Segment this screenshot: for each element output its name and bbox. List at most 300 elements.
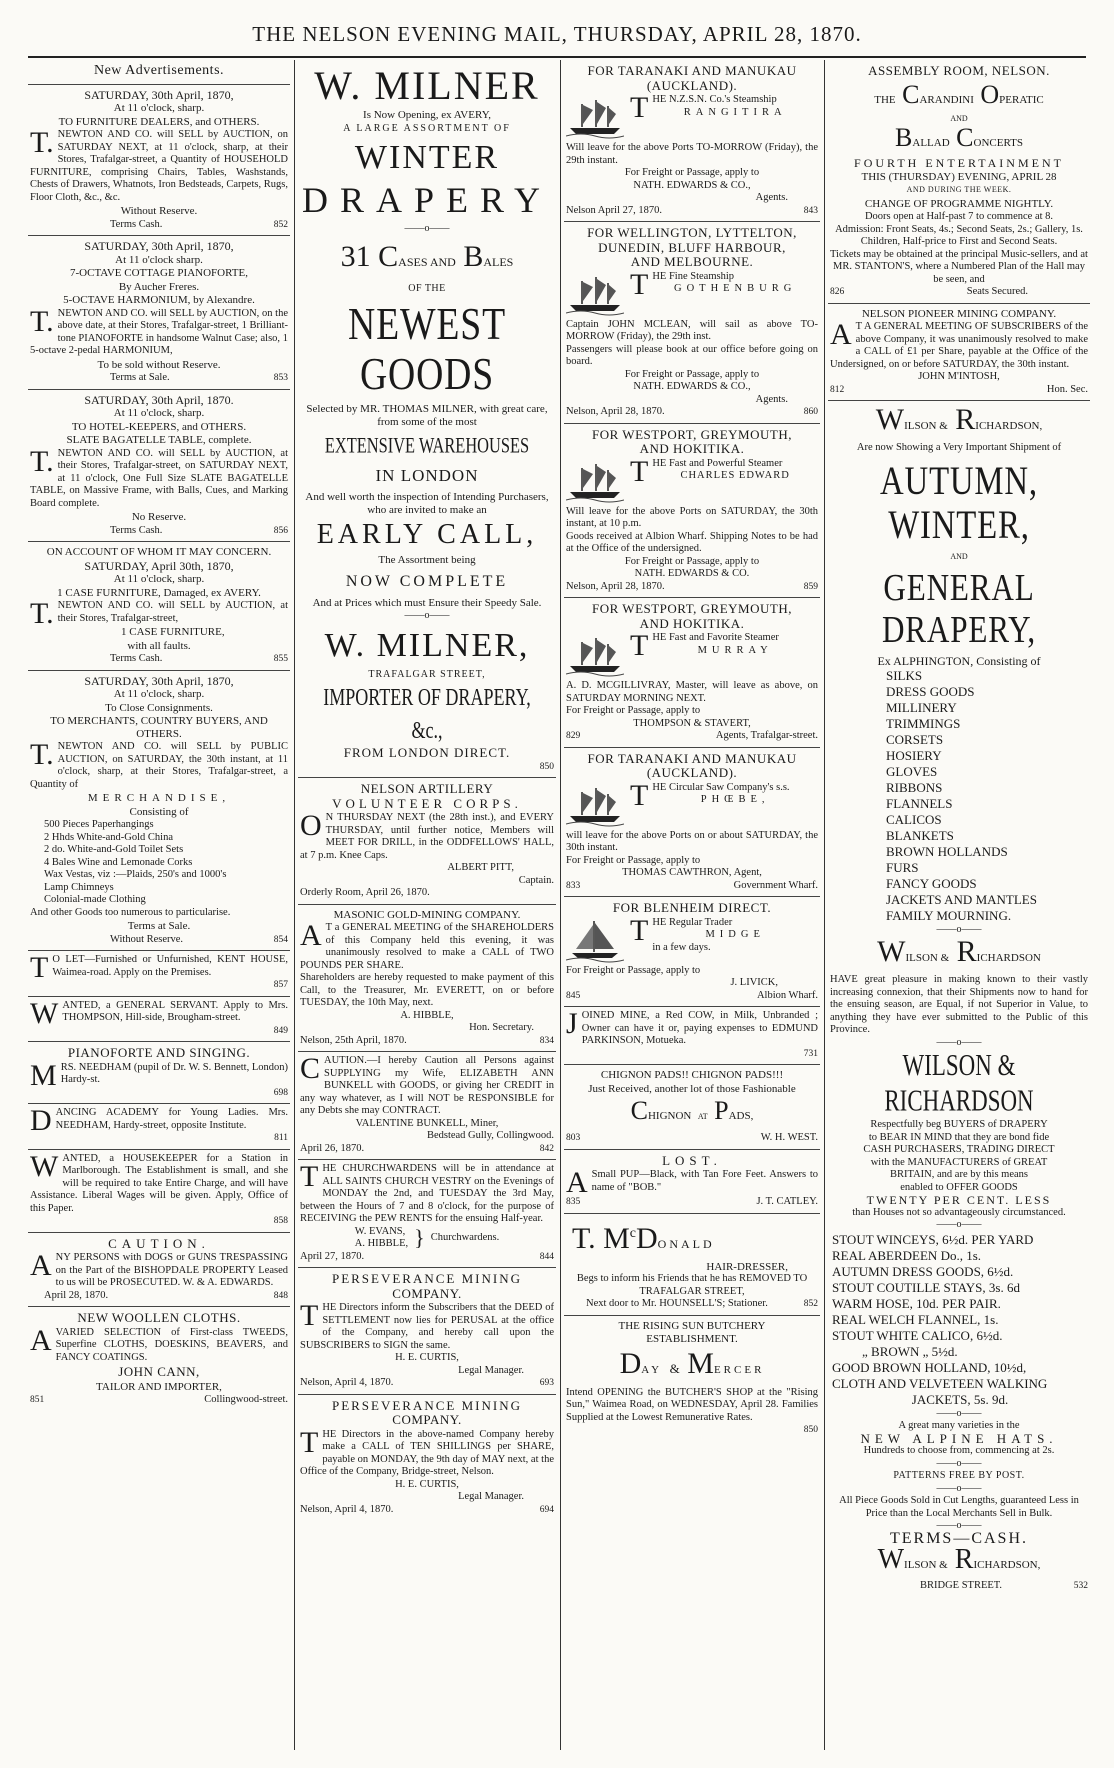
ad-title: NEWEST GOODS	[348, 298, 506, 399]
to-let-ad	[28, 951, 290, 997]
ad-number: 829	[566, 731, 581, 741]
ad-line: Seats Secured.	[966, 286, 1028, 297]
price-item: JACKETS, 5s. 9d.	[911, 1391, 1009, 1407]
ad-line: HE Regular Trader	[652, 916, 733, 928]
ad-line: HE Fine Steamship	[652, 270, 734, 282]
column-2	[298, 60, 556, 1750]
ad-line: For Freight or Passage, apply to	[566, 964, 701, 976]
ad-signature: A. HIBBLE,	[400, 1009, 454, 1021]
ad-signature: H. E. CURTIS,	[395, 1478, 459, 1490]
ad-body: NEWTON AND CO. will SELL by AUCTION, at their Stores, Trafalgar-street,	[57, 600, 288, 624]
ad-number: 731	[803, 1048, 818, 1059]
ad-body: ANCING ACADEMY for Young Ladies. Mrs. NEEDHAM, Hardy-street, opposite Institute.	[55, 1107, 288, 1131]
list-item: HOSIERY	[886, 747, 942, 763]
masthead: THE NELSON EVENING MAIL, THURSDAY, APRIL 28, 1870.	[252, 22, 862, 46]
drop-cap: T	[630, 267, 649, 301]
ad-number: 698	[273, 1087, 288, 1098]
ad-number: 532	[1073, 1581, 1088, 1591]
ad-item: SLATE BAGATELLE TABLE, complete.	[66, 434, 252, 446]
ad-line: Ex ALPHINGTON, Consisting of	[877, 654, 1041, 668]
ad-title: IN LONDON	[375, 466, 479, 485]
milner-drapery-ad	[298, 60, 556, 778]
ad-line: HE Circular Saw Company's s.s.	[652, 781, 790, 793]
ad-heading: AND MELBOURNE.	[630, 254, 754, 269]
ad-number: 811	[274, 1133, 288, 1143]
goods-list	[830, 668, 1088, 924]
ad-line: For Freight or Passage, apply to	[624, 555, 760, 567]
price-item: REAL ABERDEEN Do., 1s.	[832, 1247, 982, 1263]
ad-reserve: To be sold without Reserve.	[97, 358, 221, 371]
list-item: FLANNELS	[886, 795, 953, 811]
ad-item: with all faults.	[127, 639, 191, 652]
ad-title: EARLY CALL,	[316, 519, 538, 550]
drop-cap: A	[30, 1323, 52, 1357]
ad-line: HE N.Z.S.N. Co.'s Steamship	[652, 94, 777, 105]
ad-letter: M	[687, 1346, 714, 1380]
drop-cap: C	[300, 1052, 321, 1085]
price-item: CLOTH AND VELVETEEN WALKING	[832, 1375, 1048, 1391]
ad-line: HE Fast and Favorite Steamer	[652, 632, 779, 643]
ad-letter: C	[956, 123, 974, 152]
list-item: MILLINERY	[886, 699, 957, 715]
ad-body: Passengers will please book at our office before going on board.	[566, 343, 818, 367]
ad-signature: A. HIBBLE,	[354, 1238, 409, 1249]
auction-ad-pianoforte	[28, 236, 290, 390]
list-item: 500 Pieces Paperhangings	[44, 819, 154, 830]
ad-body: All Piece Goods Sold in Cut Lengths, guaranteed Less in Price than the Local Merchants Sell in Bulk.	[839, 1495, 1079, 1519]
ad-body: N THURSDAY NEXT (the 28th inst.), and EVERY THURSDAY, until further notice, Members will MEET FOR DRILL, in the ODDFELLOWS' HALL, at 7 p.m. Knee Caps.	[300, 812, 554, 861]
ad-line: ASES AND	[398, 254, 456, 269]
drop-cap: M	[30, 1058, 57, 1092]
ad-date: April 28, 1870.	[44, 1289, 109, 1301]
new-advertisements-heading: New Advertisements.	[93, 63, 225, 78]
ad-body: Captain JOHN MCLEAN, will sail as above TO-MORROW (Friday), the 29th inst.	[566, 318, 818, 342]
ad-body: NEWTON AND CO. will SELL by AUCTION, on SATURDAY NEXT, at 11 o'clock, sharp, at their Stores, Trafalgar-street, a Quantity of HOUSEHOLD FURNITURE, comprising Chairs, Tables, Washstands, Chests of Drawers, Whatnots, Iron Bedsteads, Carpets, Rugs, Floor Cloth, &c., &c.	[30, 129, 288, 203]
ad-line: AND DURING THE WEEK.	[906, 185, 1012, 194]
ad-subheading: To Close Consignments.	[105, 701, 213, 714]
ad-number: 812	[830, 384, 845, 395]
ad-line: For Freight or Passage, apply to	[566, 854, 701, 866]
ad-heading: FOR TARANAKI AND MANUKAU	[587, 750, 797, 766]
shipping-ad-murray	[564, 598, 820, 748]
ad-number: 852	[273, 219, 288, 230]
ad-title: Captain.	[518, 874, 554, 886]
ad-line: HE Fast and Powerful Steamer	[652, 457, 783, 469]
ad-date: Orderly Room, April 26, 1870.	[300, 887, 430, 898]
ad-body: NY PERSONS with DOGS or GUNS TRESPASSING on the Part of the BISHOPDALE PROPERTY Leased to us will be PROSECUTED. W. & A. EDWARDS.	[55, 1252, 288, 1288]
ad-line: For Freight or Passage, apply to	[624, 368, 760, 380]
ad-number: 850	[539, 761, 554, 772]
ad-line: ILSON &	[904, 1559, 948, 1571]
ad-letter: O	[980, 79, 1000, 109]
ornament-divider: ——o——	[936, 1407, 982, 1419]
drop-cap: T	[300, 1299, 319, 1332]
sailing-ship-icon	[566, 919, 624, 963]
ad-terms: Terms Cash.	[110, 524, 163, 536]
ad-time: At 11 o'clock, sharp.	[113, 688, 205, 700]
ad-line: A great many varieties in the	[898, 1420, 1020, 1431]
ad-number: 859	[803, 581, 818, 592]
price-item: WARM HOSE, 10d. PER PAIR.	[832, 1295, 1001, 1311]
pianoforte-singing-ad	[28, 1042, 290, 1104]
ad-signature: JOHN CANN,	[118, 1364, 200, 1379]
shipping-ad-phoebe	[564, 748, 820, 898]
list-item: FANCY GOODS	[886, 875, 977, 891]
ad-body: NEWTON AND CO. will SELL by PUBLIC AUCTION, on SATURDAY, the 30th instant, at 11 o'clock, sharp, at their Stores, Trafalgar-street, a Quantity of	[30, 741, 288, 790]
ad-date: SATURDAY, 30th April, 1870,	[84, 87, 234, 102]
ad-title: Churchwardens.	[430, 1231, 500, 1243]
drop-cap: T	[630, 454, 649, 488]
ad-line: TWENTY PER CENT. LESS	[866, 1193, 1052, 1207]
ad-line: For Freight or Passage, apply to	[566, 705, 701, 716]
ad-body: O LET—Furnished or Unfurnished, KENT HOUSE, Waimea-road. Apply on the Premises.	[52, 954, 288, 978]
ad-signature: THOMAS CAWTHRON, Agent,	[622, 867, 762, 878]
ad-line: Are now Showing a Very Important Shipment of	[856, 442, 1062, 453]
ad-line: CHANGE OF PROGRAMME NIGHTLY.	[864, 197, 1054, 210]
wilson-richardson-shipment-ad	[828, 401, 1090, 1597]
ad-date: SATURDAY, April 30th, 1870,	[84, 558, 234, 573]
ad-line: THE	[874, 93, 896, 106]
list-item: 2 do. White-and-Gold Toilet Sets	[44, 844, 184, 855]
drop-cap: W	[30, 996, 59, 1030]
ad-title: Government Wharf.	[733, 879, 818, 891]
drop-cap: T.	[30, 738, 54, 771]
shipping-ad-midge	[564, 897, 820, 1007]
ad-body: Begs to inform his Friends that he has REMOVED TO TRAFALGAR STREET,	[576, 1273, 808, 1297]
ad-heading: FOR WELLINGTON, LYTTELTON,	[587, 225, 797, 240]
price-item: STOUT WINCEYS, 6½d. PER YARD	[832, 1231, 1034, 1247]
ad-letter: C	[378, 239, 399, 273]
drop-cap: T	[300, 1160, 319, 1193]
ad-body: And other Goods too numerous to particularise.	[30, 906, 231, 918]
ad-line: ICHARDSON,	[975, 420, 1043, 432]
ad-signature: W. H. WEST.	[760, 1132, 818, 1143]
steamship-icon	[566, 784, 624, 828]
ad-heading: DUNEDIN, BLUFF HARBOUR,	[598, 239, 786, 255]
ad-line: ADS,	[728, 1110, 754, 1122]
price-item: REAL WELCH FLANNEL, 1s.	[832, 1311, 999, 1327]
ad-body: RS. NEEDHAM (pupil of Dr. W. S. Bennett, London) Hardy-st.	[60, 1061, 288, 1085]
drop-cap: T.	[30, 126, 54, 159]
ad-line: PATTERNS FREE BY POST.	[893, 1470, 1025, 1481]
ship-name: RANGITIRA	[683, 106, 787, 118]
ad-line: ONALD	[657, 1236, 715, 1251]
ad-date: Nelson, April 4, 1870.	[300, 1377, 394, 1388]
ad-signature: VALENTINE BUNKELL, Miner,	[355, 1117, 499, 1129]
steamship-icon	[566, 460, 624, 504]
list-item: FURS	[886, 859, 919, 875]
ad-letter: D	[619, 1346, 642, 1380]
ad-title: W. MILNER,	[324, 626, 530, 664]
ad-title: Legal Manager.	[458, 1491, 524, 1502]
steamship-icon	[566, 273, 624, 317]
ad-signature: J. T. CATLEY.	[756, 1196, 818, 1207]
price-item: STOUT WHITE CALICO, 6½d.	[832, 1327, 1003, 1343]
column-3	[564, 60, 820, 1750]
ad-number: 835	[566, 1197, 581, 1207]
ad-body: Small PUP—Black, with Tan Fore Feet. Answers to name of "BOB."	[591, 1169, 818, 1193]
column-1	[28, 60, 290, 1750]
ad-date: Nelson, April 28, 1870.	[566, 406, 665, 417]
ad-audience: TO MERCHANTS, COUNTRY BUYERS, AND OTHERS.	[50, 715, 268, 740]
ad-line: BRITAIN, and are by this means	[890, 1169, 1028, 1180]
ad-letter: D	[636, 1221, 658, 1255]
ad-letter: B	[463, 239, 484, 273]
ad-line: And at Prices which must Ensure their Speedy Sale.	[312, 596, 542, 609]
ad-number: 853	[273, 373, 288, 383]
ad-date: April 27, 1870.	[300, 1250, 365, 1262]
ad-heading: VOLUNTEER CORPS.	[332, 795, 522, 811]
ad-line: than Houses not so advantageously circumstanced.	[852, 1206, 1066, 1218]
ad-signature: THOMPSON & STAVERT,	[633, 717, 751, 729]
ad-title: NOW COMPLETE	[345, 572, 509, 590]
ad-body: in a few days.	[652, 941, 711, 953]
ad-title: TAILOR AND IMPORTER,	[96, 1380, 222, 1393]
ad-body: Intend OPENING the BUTCHER'S SHOP at the "Rising Sun," Waimea Road, on WEDNESDAY, April 28. Families Supplied at the Lowest Remunerative Rates.	[566, 1386, 818, 1423]
ad-item: 5-OCTAVE HARMONIUM, by Alexandre.	[63, 294, 255, 306]
ornament-divider: ——o——	[936, 1520, 982, 1531]
ad-item: 1 CASE FURNITURE, Damaged, ex AVERY.	[57, 586, 261, 599]
ship-name: CHARLES EDWARD	[680, 470, 790, 481]
drop-cap: T.	[30, 444, 54, 478]
ad-body: A. D. MCGILLIVRAY, Master, will leave as above, on SATURDAY MORNING NEXT.	[566, 680, 818, 704]
ad-item: MERCHANDISE,	[87, 792, 231, 804]
ad-line: HAIR-DRESSER,	[706, 1260, 788, 1273]
ad-number: 694	[539, 1504, 554, 1515]
ad-title: Legal Manager.	[458, 1364, 524, 1376]
ad-line: AND	[950, 113, 968, 123]
ad-letter: R	[955, 403, 976, 436]
ornament-divider: ——o——	[936, 1036, 982, 1048]
ad-body: ANTED, a HOUSEKEEPER for a Station in Marlborough. The Establishment is small, and she will be required to take Entire Charge, and will have Assistance. Liberal Wages will be given. Apply, Office of this Paper.	[30, 1152, 288, 1214]
shipping-ad-gothenburg	[564, 222, 820, 424]
auction-ad-furniture	[28, 85, 290, 237]
ad-title: Hon. Sec.	[1046, 383, 1088, 395]
ad-line: Respectfully beg BUYERS of DRAPERY	[870, 1119, 1048, 1130]
ad-number: 848	[273, 1290, 288, 1301]
ad-number: 833	[566, 880, 581, 891]
ad-number: 842	[539, 1143, 554, 1154]
drop-cap: D	[30, 1104, 52, 1137]
wanted-servant-ad	[28, 997, 290, 1043]
ad-line: Selected by MR. THOMAS MILNER, with great care, from some of the most	[306, 403, 548, 428]
ad-letter: W	[877, 935, 906, 968]
auction-ad-merchandise	[28, 671, 290, 952]
ad-title: Agents, Trafalgar-street.	[715, 730, 818, 741]
perseverance-call-ad	[298, 1395, 556, 1521]
ad-heading: FOR TARANAKI AND MANUKAU	[587, 63, 797, 78]
steamship-icon	[566, 634, 624, 678]
ad-audience: TO HOTEL-KEEPERS, and OTHERS.	[71, 420, 247, 433]
ad-heading: NELSON PIONEER MINING COMPANY.	[861, 307, 1057, 320]
ad-signature: NATH. EDWARDS & CO.	[634, 568, 750, 579]
ad-signature: NATH. EDWARDS & CO.,	[633, 381, 751, 392]
ad-letter: W	[877, 1544, 905, 1575]
ad-heading: CAUTION.	[108, 1235, 210, 1251]
drop-cap: T	[300, 1425, 319, 1459]
ad-body: T A GENERAL MEETING OF SUBSCRIBERS of the above Company, it was unanimously resolved to make a CALL of £1 per Share, payable at the Office of the Undersigned, on or before SATURDAY, the 30th instant.	[830, 321, 1088, 370]
ad-signature: J. LIVICK,	[730, 977, 778, 988]
ad-body: OINED MINE, a Red COW, in Milk, Unbranded ; Owner can have it or, paying expenses to EDMUND PARKINSON, Motueka.	[581, 1010, 818, 1046]
drop-cap: T.	[30, 304, 54, 338]
ad-letter: R	[956, 935, 977, 968]
drop-cap: O	[300, 809, 322, 842]
ad-heading: THE RISING SUN BUTCHERY	[618, 1319, 766, 1332]
ad-heading: CHIGNON PADS!! CHIGNON PADS!!!	[600, 1069, 784, 1081]
ad-title: NEW ALPINE HATS.	[860, 1430, 1058, 1446]
drop-cap: A	[830, 318, 852, 351]
assembly-room-ad	[828, 60, 1090, 304]
ornament-divider: ——o——	[404, 610, 450, 621]
ad-letter: W	[875, 403, 905, 436]
dancing-academy-ad	[28, 1104, 290, 1150]
ad-line: TRAFALGAR STREET,	[368, 668, 486, 680]
ad-number: 844	[539, 1251, 554, 1262]
ad-date: April 26, 1870.	[300, 1142, 365, 1154]
ad-letter: C	[902, 79, 920, 109]
list-item: TRIMMINGS	[886, 715, 961, 731]
ad-body: AUTION.—I hereby Caution all Persons against SUPPLYING my Wife, ELIZABETH ANN BUNKELL with GOODS, or giving her CREDIT in any way whatever, as I will NOT be RESPONSIBLE for any Debts she may CONTRACT.	[300, 1055, 554, 1116]
ad-heading: FOR WESTPORT, GREYMOUTH,	[592, 601, 792, 616]
column-divider	[294, 60, 295, 1750]
ad-number: 856	[273, 525, 288, 536]
ad-title: DRAPERY	[301, 180, 553, 220]
list-item: JACKETS AND MANTLES	[886, 891, 1037, 907]
ad-line: AT	[697, 1112, 708, 1121]
ad-heading: ASSEMBLY ROOM, NELSON.	[868, 63, 1050, 78]
ad-line: And well worth the inspection of Intending Purchasers, who are invited to make an	[305, 491, 549, 516]
ad-line: PERATIC	[999, 93, 1044, 106]
ornament-divider: ——o——	[936, 1219, 982, 1230]
ad-line: FROM LONDON DIRECT.	[343, 745, 511, 760]
ad-body: HE Directors in the above-named Company hereby make a CALL of TEN SHILLINGS per SHARE, payable on MONDAY, the 9th day of MAY next, at the Office of the Company, Bridge-street, Nelson.	[300, 1428, 554, 1477]
ad-address: Collingwood-street.	[204, 1394, 288, 1405]
list-item: 4 Bales Wine and Lemonade Corks	[44, 856, 193, 868]
price-item: „ BROWN „ 5½d.	[862, 1343, 958, 1359]
ad-title: EXTENSIVE WAREHOUSES	[324, 433, 530, 459]
ad-body: Just Received, another lot of those Fashionable	[588, 1082, 796, 1095]
ad-address: Bedstead Gully, Collingwood.	[426, 1130, 554, 1141]
ad-letter: c	[629, 1225, 636, 1241]
ad-body: Will leave for the above Ports on SATURDAY, the 30th instant, at 10 p.m.	[566, 505, 818, 529]
ship-name: GOTHENBURG	[673, 283, 797, 294]
ad-line: with the MANUFACTURERS of GREAT	[870, 1156, 1048, 1168]
ad-terms: Terms at Sale.	[110, 372, 170, 383]
mcdonald-hairdresser-ad	[564, 1214, 820, 1316]
ad-time: At 11 o'clock, sharp.	[113, 573, 205, 585]
ad-title: WILSON & RICHARDSON	[884, 1048, 1034, 1119]
ad-terms: Terms Cash.	[110, 653, 163, 664]
ad-number: 850	[803, 1425, 818, 1435]
list-item: SILKS	[886, 667, 923, 683]
ad-signature: JOHN M'INTOSH,	[918, 371, 1000, 382]
ad-body: ANTED, a GENERAL SERVANT. Apply to Mrs. THOMPSON, Hill-side, Brougham-street.	[62, 999, 288, 1023]
column-4	[828, 60, 1090, 1750]
ad-number: 854	[273, 934, 288, 945]
list-item: RIBBONS	[886, 779, 943, 795]
ad-letter: C	[630, 1096, 648, 1125]
ad-line: ICHARDSON,	[973, 1559, 1041, 1571]
ad-heading: ON ACCOUNT OF WHOM IT MAY CONCERN.	[46, 546, 272, 558]
ad-signature: NATH. EDWARDS & CO.,	[633, 179, 751, 191]
list-item: FAMILY MOURNING.	[886, 907, 1012, 923]
ad-title: IMPORTER OF DRAPERY, &c.,	[323, 683, 531, 744]
ad-line: CASH PURCHASERS, TRADING DIRECT	[863, 1144, 1055, 1155]
ad-date: SATURDAY, 30th April, 1870.	[84, 392, 234, 407]
ad-address: BRIDGE STREET.	[920, 1580, 1003, 1591]
ad-line: ALLAD	[912, 137, 950, 149]
ad-number: 826	[830, 287, 845, 297]
ad-body: HAVE great pleasure in making known to their vastly increasing connexion, that their Shipments now to hand for the ensuing season, are Equal, if not Superior in Value, to anything they have ever submitted to the Public of this Province.	[830, 974, 1088, 1035]
drop-cap: A	[30, 1249, 52, 1282]
ad-heading: MASONIC GOLD-MINING COMPANY.	[333, 908, 521, 921]
ad-number: 857	[273, 980, 288, 990]
drop-cap: T	[30, 951, 49, 984]
ad-date: Nelson April 27, 1870.	[566, 204, 662, 216]
ad-item: 7-OCTAVE COTTAGE PIANOFORTE,	[70, 267, 248, 279]
ad-line: Admission: Front Seats, 4s.; Second Seats, 2s.; Gallery, 1s. Children, Half-price to First and Second Seats.	[835, 223, 1083, 247]
ad-heading: (AUCKLAND).	[646, 77, 738, 93]
ad-heading: AND HOKITIKA.	[639, 615, 745, 631]
ship-name: PHŒBE,	[700, 794, 770, 805]
ad-body: HE CHURCHWARDENS will be in attendance at ALL SAINTS CHURCH VESTRY on the Evenings of MONDAY the 2nd, and TUESDAY the 3rd May, between the Hours of 7 and 8 o'clock, for the purpose of RECEIVING the PEW RENTS for the ensuing Half-year.	[300, 1163, 554, 1224]
ship-name: MIDGE	[705, 929, 765, 940]
ad-heading: (AUCKLAND).	[646, 765, 738, 780]
ship-name: MURRAY	[697, 644, 773, 656]
ad-signature: ALBERT PITT,	[447, 862, 514, 873]
ad-signature: H. E. CURTIS,	[395, 1352, 459, 1363]
ad-heading: FOR WESTPORT, GREYMOUTH,	[592, 426, 792, 442]
ad-body: Will leave for the above Ports TO-MORROW (Friday), the 29th instant.	[566, 142, 818, 166]
woollen-cloths-ad	[28, 1307, 290, 1411]
ad-body: Goods received at Albion Wharf. Shipping Notes to be had at the Office of the undersigned.	[566, 530, 818, 554]
ad-body: NEWTON AND CO. will SELL by AUCTION, on the above date, at their Stores, Trafalgar-street, 1 Brilliant-tone PIANOFORTE in handsome Walnut Case; also, 1 5-octave 2-pedal HARMONIUM,	[30, 307, 288, 356]
ad-line: ALES	[483, 254, 514, 269]
list-item: BROWN HOLLANDS	[886, 843, 1008, 859]
ad-line: Doors open at Half-past 7 to commence at 8.	[864, 211, 1054, 222]
pioneer-mining-ad	[828, 304, 1090, 402]
ad-title: GENERAL DRAPERY,	[881, 567, 1037, 651]
ad-line: Hundreds to choose from, commencing at 2s.	[863, 1445, 1055, 1456]
ad-number-large: 31	[340, 239, 371, 273]
ad-number: 803	[566, 1133, 581, 1143]
ad-letter: T. M	[572, 1221, 630, 1255]
drop-cap: J	[566, 1007, 578, 1040]
masonic-mining-ad	[298, 905, 556, 1053]
ad-number: 849	[273, 1025, 288, 1036]
ad-heading: PIANOFORTE AND SINGING.	[67, 1045, 251, 1060]
ad-title: Albion Wharf.	[756, 989, 818, 1001]
section-header	[28, 60, 290, 85]
drop-cap: T	[630, 629, 649, 662]
list-item: Wax Vestas, viz :—Plaids, 250's and 1000's	[44, 869, 227, 880]
ad-date: Nelson, 25th April, 1870.	[300, 1034, 407, 1046]
ad-title: AUTUMN, WINTER,	[880, 457, 1038, 547]
ad-letter: P	[714, 1096, 729, 1125]
ad-line: enabled to OFFER GOODS	[900, 1181, 1018, 1193]
ad-body: Tickets may be obtained at the principal Music-sellers, and at MR. STANTON'S, where a Numbered Plan of the Hall may be seen, and	[830, 248, 1088, 285]
drop-cap: A	[566, 1166, 588, 1199]
ad-reserve: Without Reserve.	[110, 933, 184, 945]
lost-pup-ad	[564, 1150, 820, 1214]
ad-title: TERMS—CASH.	[889, 1529, 1029, 1547]
ad-date: SATURDAY, 30th April, 1870,	[84, 239, 234, 253]
steamship-icon	[566, 96, 624, 140]
ad-date: Nelson, April 28, 1870.	[566, 580, 665, 592]
ad-line: ILSON &	[905, 952, 950, 964]
ad-time: At 11 o'clock sharp.	[115, 253, 203, 266]
ornament-divider: ——o——	[936, 923, 982, 935]
